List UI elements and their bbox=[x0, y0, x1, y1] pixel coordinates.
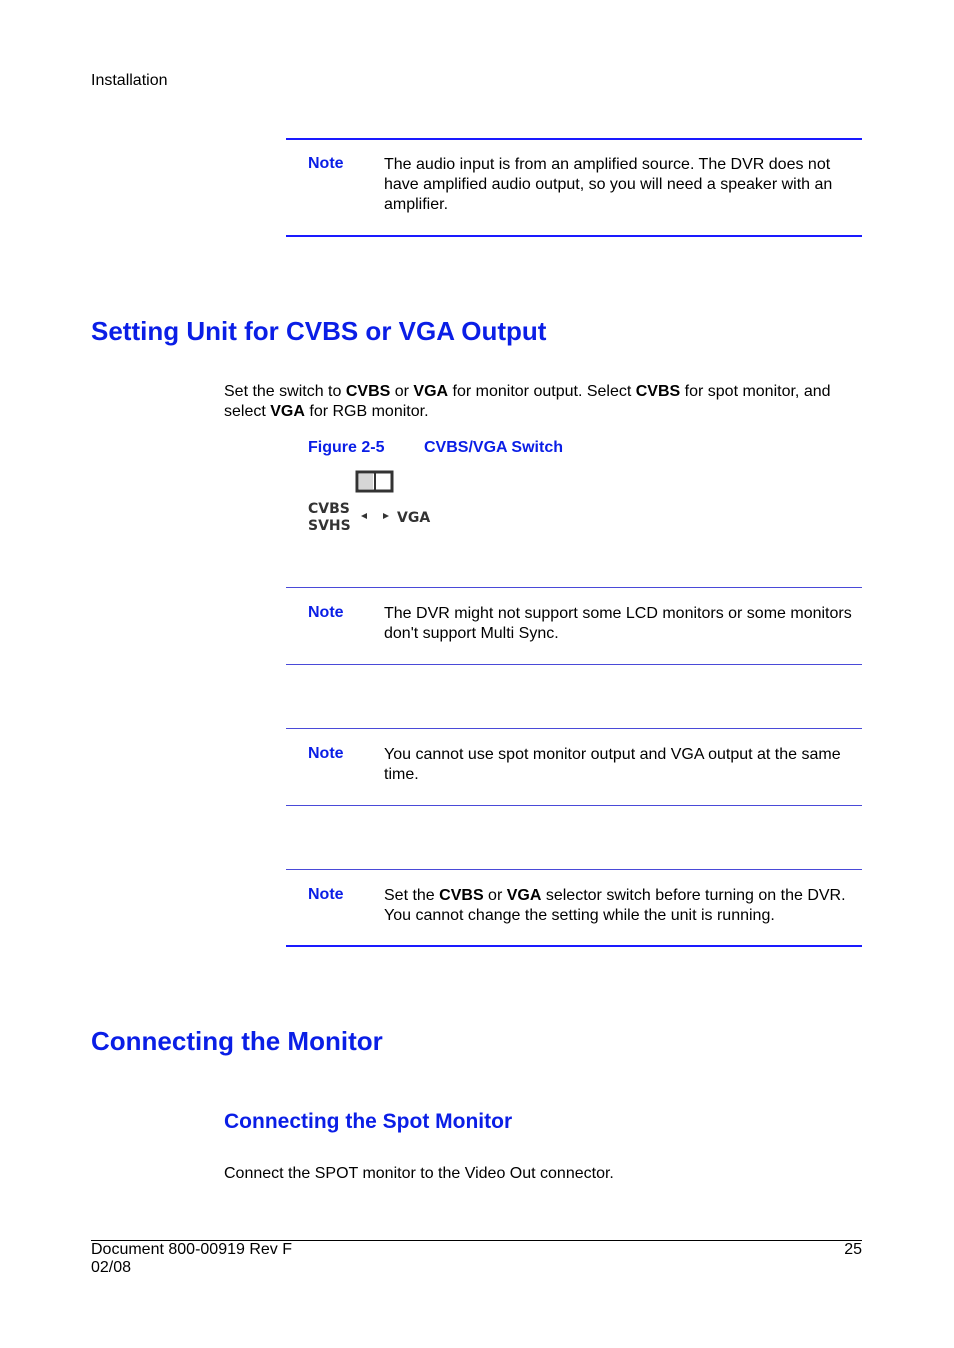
arrow-right-icon bbox=[383, 513, 389, 519]
note-label: Note bbox=[308, 745, 344, 762]
note-bottom-rule bbox=[286, 805, 862, 806]
note-bottom-rule bbox=[286, 945, 862, 947]
footer-date: 02/08 bbox=[91, 1259, 132, 1276]
note-bottom-rule bbox=[286, 664, 862, 665]
figure-caption bbox=[308, 439, 563, 457]
switch-label-vga: VGA bbox=[397, 510, 431, 526]
cvbs-vga-switch-figure bbox=[306, 470, 446, 545]
footer-document-number: Document 800-00919 Rev F bbox=[91, 1241, 292, 1258]
note-top-rule bbox=[286, 869, 862, 870]
switch-diagram-icon bbox=[306, 470, 446, 540]
note-text: Set the CVBS or VGA selector switch before turning on the DVR. You cannot change the setting while the unit is running. bbox=[384, 887, 846, 924]
section-heading-cvbs-vga: Setting Unit for CVBS or VGA Output bbox=[91, 316, 547, 346]
note-text: The DVR might not support some LCD monitors or some monitors don't support Multi Sync. bbox=[384, 605, 852, 642]
running-header: Installation bbox=[91, 72, 168, 89]
switch-label-svhs: SVHS bbox=[308, 518, 351, 534]
note-top-rule bbox=[286, 587, 862, 588]
note-label: Note bbox=[308, 155, 344, 172]
note-text: The audio input is from an amplified source. The DVR does not have amplified audio output, so you will need a speaker with an amplifier. bbox=[384, 156, 833, 213]
section-heading-monitor: Connecting the Monitor bbox=[91, 1026, 383, 1056]
note-label: Note bbox=[308, 604, 344, 621]
subsection-body-spot-monitor: Connect the SPOT monitor to the Video Out connector. bbox=[224, 1165, 614, 1182]
note-bottom-rule bbox=[286, 235, 862, 237]
figure-number: Figure 2-5 bbox=[308, 439, 385, 456]
section-body-cvbs-vga: Set the switch to CVBS or VGA for monitor output. Select CVBS for spot monitor, and select VGA for RGB monitor. bbox=[224, 383, 831, 420]
footer-page-number: 25 bbox=[844, 1241, 862, 1258]
note-label: Note bbox=[308, 886, 344, 903]
footer-document-info bbox=[91, 1241, 292, 1277]
note-top-rule bbox=[286, 138, 862, 140]
arrow-left-icon bbox=[361, 513, 367, 519]
note-text: You cannot use spot monitor output and VGA output at the same time. bbox=[384, 746, 841, 783]
switch-label-cvbs: CVBS bbox=[308, 501, 350, 517]
note-top-rule bbox=[286, 728, 862, 729]
figure-title: CVBS/VGA Switch bbox=[424, 439, 563, 456]
subsection-heading-spot-monitor: Connecting the Spot Monitor bbox=[224, 1110, 513, 1133]
